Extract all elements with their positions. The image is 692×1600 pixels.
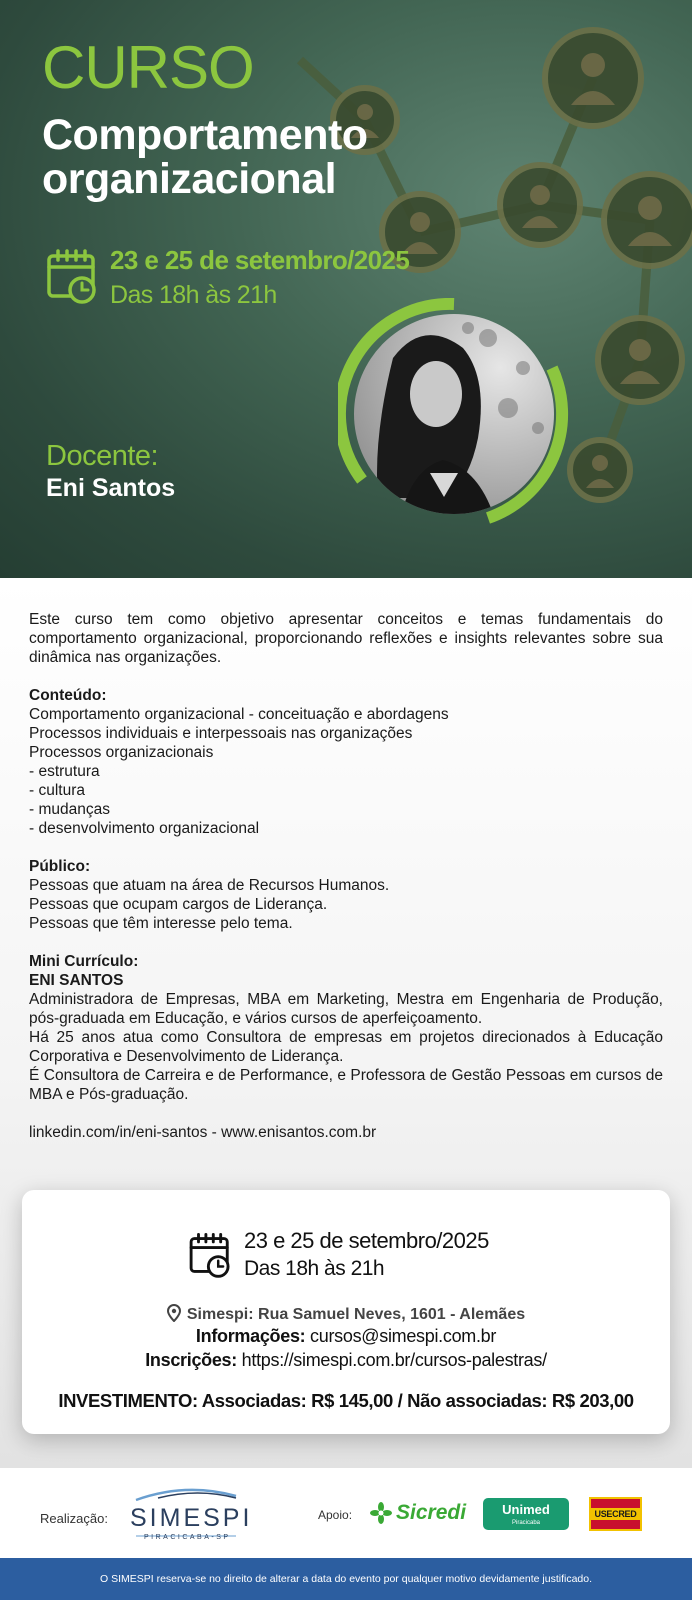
audience-heading: Público: (29, 858, 91, 875)
audience-item: Pessoas que têm interesse pelo tema. (29, 915, 293, 932)
registration-label: Inscrições: (145, 1350, 237, 1370)
registration-link[interactable]: https://simespi.com.br/cursos-palestras/ (236, 1350, 547, 1370)
instructor-links[interactable]: linkedin.com/in/eni-santos - www.enisantos.com.br (29, 1124, 377, 1141)
unimed-logo-text: Unimed (502, 1502, 550, 1517)
location-pin-icon (167, 1304, 181, 1322)
resume-paragraph: Há 25 anos atua como Consultora de empresas em projetos direcionados à Educação Corporativa e Desenvolvimento de Liderança. (29, 1029, 663, 1065)
course-kicker: CURSO (42, 34, 254, 101)
hero-event-date: 23 e 25 de setembro/2025 (110, 245, 410, 275)
audience-item: Pessoas que atuam na área de Recursos Humanos. (29, 877, 390, 894)
simespi-logo-subtitle: PIRACICABA-SP (144, 1534, 231, 1541)
sicredi-logo-text: Sicredi (396, 1501, 467, 1524)
course-title-line-1: Comportamento (42, 111, 368, 159)
simespi-logo-text: SIMESPI (130, 1504, 253, 1532)
instructor-photo (338, 298, 570, 530)
sicredi-logo-icon (370, 1502, 392, 1524)
content-item: - desenvolvimento organizacional (29, 820, 260, 837)
card-event-time: Das 18h às 21h (244, 1257, 385, 1280)
disclaimer-bar: O SIMESPI reserva-se no direito de alterar a data do evento por qualquer motivo devidamente justificado. (0, 1558, 692, 1600)
course-intro: Este curso tem como objetivo apresentar conceitos e temas fundamentais do comportamento organizacional, proporcionando reflexões e insights relevantes sobre sua dinâmica nas organizações. (29, 611, 663, 666)
pricing-info: INVESTIMENTO: Associadas: R$ 145,00 / Não associadas: R$ 203,00 (58, 1390, 634, 1411)
unimed-logo-subtitle: Piracicaba (511, 1520, 540, 1526)
card-event-date: 23 e 25 de setembro/2025 (244, 1228, 489, 1253)
registration-info (22, 1350, 670, 1371)
event-info-card (22, 1190, 670, 1434)
course-description (29, 610, 663, 1142)
content-item: Comportamento organizacional - conceituação e abordagens (29, 706, 449, 723)
resume-heading: Mini Currículo: (29, 953, 139, 970)
contact-email-link[interactable]: cursos@simespi.com.br (305, 1326, 497, 1346)
organizer-label: Realização: (40, 1511, 108, 1526)
course-title (42, 113, 462, 201)
contact-info-label: Informações: (195, 1326, 306, 1346)
unimed-logo (483, 1498, 569, 1530)
event-address-text: Simespi: Rua Samuel Neves, 1601 - Alemães (186, 1306, 526, 1323)
resume-paragraph: É Consultora de Carreira e de Performance, e Professora de Gestão Pessoas em cursos de MBA e Pós-graduação. (29, 1067, 663, 1103)
instructor-label: Docente: (46, 440, 159, 472)
hero-banner (0, 0, 692, 578)
usecred-logo-text: USECRED (594, 1509, 637, 1519)
instructor-name: Eni Santos (46, 474, 176, 502)
sponsors-footer (0, 1468, 692, 1558)
resume-paragraph: Administradora de Empresas, MBA em Marketing, Mestra em Engenharia de Produção, pós-graduada em Educação, e vários cursos de aperfeiçoamento. (29, 991, 663, 1027)
content-item: - mudanças (29, 801, 110, 818)
content-item: Processos individuais e interpessoais nas organizações (29, 725, 413, 742)
calendar-clock-icon (46, 248, 98, 304)
content-heading: Conteúdo: (29, 687, 107, 704)
hero-event-time: Das 18h às 21h (110, 281, 277, 309)
supporters-label: Apoio: (318, 1508, 353, 1522)
course-title-line-2: organizacional (42, 155, 337, 203)
audience-item: Pessoas que ocupam cargos de Liderança. (29, 896, 328, 913)
contact-info (22, 1326, 670, 1347)
content-item: - estrutura (29, 763, 100, 780)
content-item: - cultura (29, 782, 85, 799)
resume-name: ENI SANTOS (29, 972, 124, 989)
calendar-clock-icon (188, 1232, 232, 1278)
event-address (22, 1304, 670, 1324)
content-item: Processos organizacionais (29, 744, 214, 761)
usecred-logo (589, 1497, 642, 1531)
